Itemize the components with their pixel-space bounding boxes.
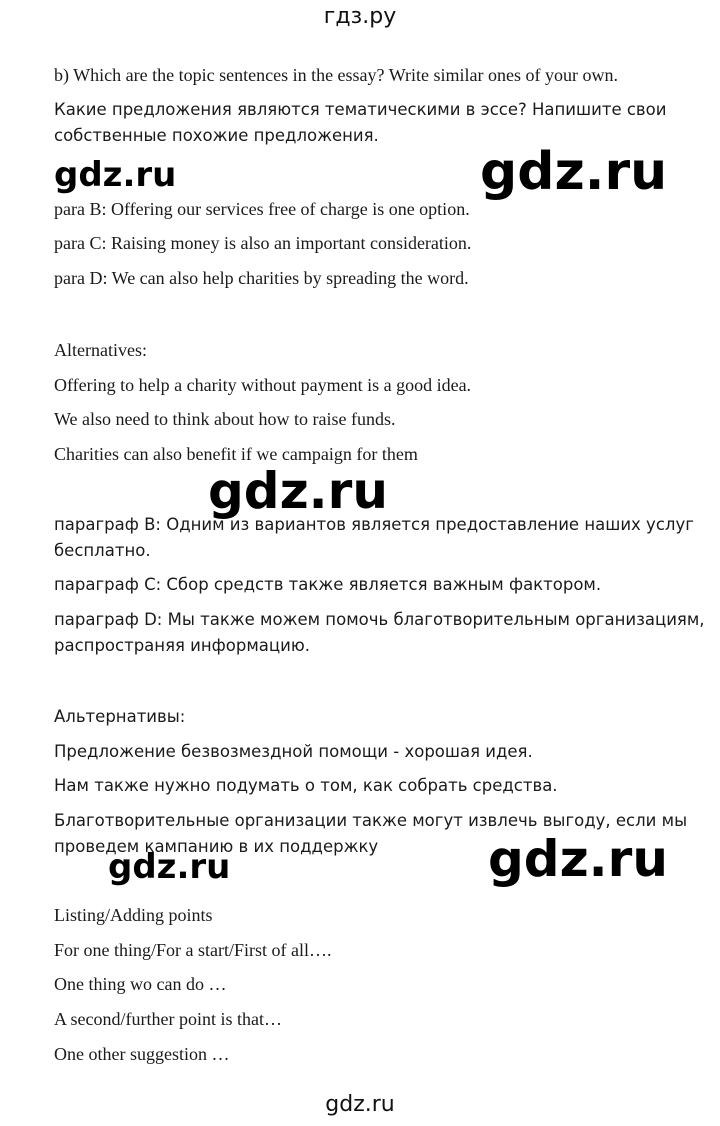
par-d-ru-line-1: параграф D: Мы также можем помочь благотворительным организациям, xyxy=(54,610,705,629)
watermark: gdz.ru xyxy=(208,462,388,520)
par-d-ru-line-2: распространяя информацию. xyxy=(54,636,310,655)
alternative-2: We also need to think about how to raise funds. xyxy=(54,409,396,429)
alternative-1: Offering to help a charity without payment is a good idea. xyxy=(54,375,472,395)
alternatives-heading-ru: Альтернативы: xyxy=(54,707,186,726)
watermark: gdz.ru xyxy=(108,847,231,887)
listing-heading: Listing/Adding points xyxy=(54,905,213,925)
site-header: гдз.ру xyxy=(323,4,397,29)
alternative-ru-3-line-2: проведем кампанию в их поддержку xyxy=(54,837,379,856)
alternatives-heading: Alternatives: xyxy=(54,340,147,360)
alternative-ru-3-line-1: Благотворительные организации также могут извлечь выгоду, если мы xyxy=(54,811,688,830)
par-c-ru: параграф C: Сбор средств также является важным фактором. xyxy=(54,575,602,594)
site-footer: gdz.ru xyxy=(325,1092,395,1117)
topic-para-b: para B: Offering our services free of charge is one option. xyxy=(54,199,470,219)
par-b-ru-line-1: параграф B: Одним из вариантов является предоставление наших услуг xyxy=(54,515,694,534)
par-b-ru-line-2: бесплатно. xyxy=(54,541,151,560)
listing-item-4: One other suggestion … xyxy=(54,1044,230,1064)
watermark: gdz.ru xyxy=(54,155,177,195)
alternative-ru-1: Предложение безвозмездной помощи - хорошая идея. xyxy=(54,742,533,761)
watermark: gdz.ru xyxy=(480,142,668,202)
listing-item-3: A second/further point is that… xyxy=(54,1009,282,1029)
topic-para-d: para D: We can also help charities by spreading the word. xyxy=(54,268,469,288)
task-text: b) Which are the topic sentences in the essay? Write similar ones of your own. xyxy=(54,65,618,85)
task-ru-line-2: собственные похожие предложения. xyxy=(54,126,379,145)
task-ru-line-1: Какие предложения являются тематическими в эссе? Напишите свои xyxy=(54,100,667,119)
watermark: gdz.ru xyxy=(488,830,668,888)
topic-para-c: para C: Raising money is also an important consideration. xyxy=(54,233,472,253)
listing-item-2: One thing wo can do … xyxy=(54,974,227,994)
alternative-ru-2: Нам также нужно подумать о том, как собрать средства. xyxy=(54,776,558,795)
listing-item-1: For one thing/For a start/First of all…. xyxy=(54,940,332,960)
alternative-3: Charities can also benefit if we campaign for them xyxy=(54,444,418,464)
